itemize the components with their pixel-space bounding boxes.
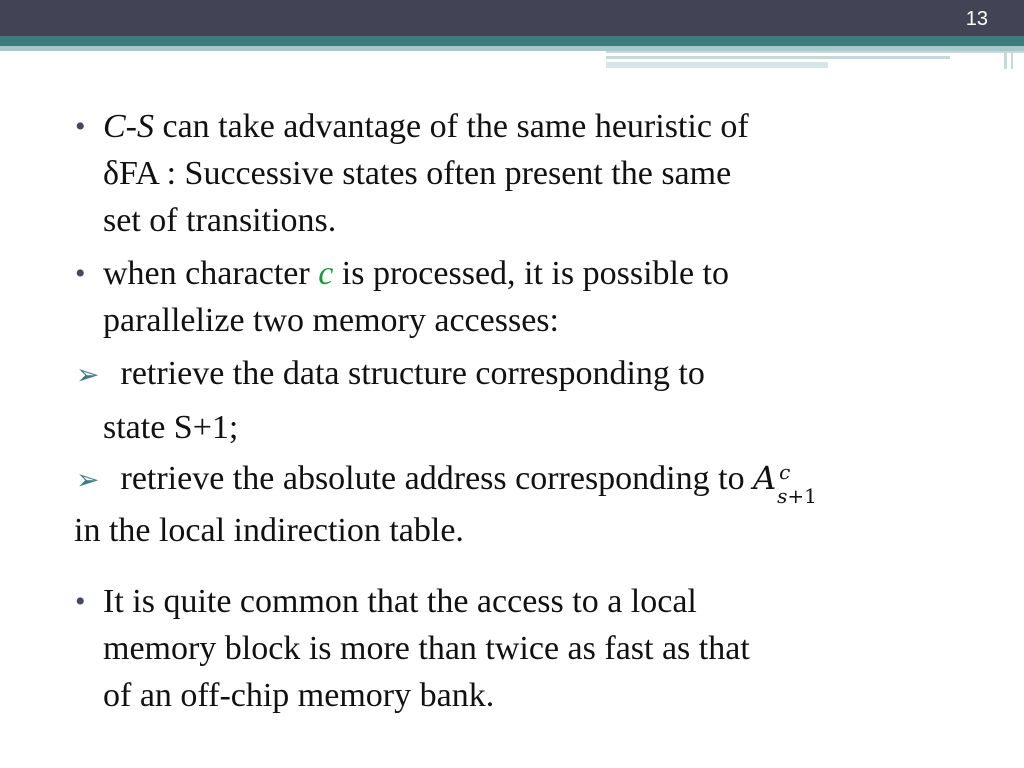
bullet-dot-icon: • [75,110,86,143]
math-base: A [753,459,777,497]
math-subscript-var: s [777,484,788,508]
arrow-bullet-icon: ➢ [76,358,100,391]
arrow-bullet-icon: ➢ [76,463,100,496]
bullet-dot-icon: • [75,257,86,290]
arrow-line [76,350,976,398]
arrow-line: state S+1; [103,409,239,446]
character-c: c [318,255,334,292]
math-superscript: c [779,460,791,484]
bullet-line [103,250,963,297]
bullet-item [75,250,963,344]
bullet-line: of an off-chip memory bank. [103,677,495,714]
bullet-dot-icon: • [75,585,86,618]
header-accent-line [1011,51,1013,69]
bullet-text: when character [103,255,319,292]
bullet-line: δFA : Successive states often present the same [103,155,732,192]
arrow-line [76,455,976,508]
bullet-item [75,103,963,244]
header-accent-line [606,51,1024,53]
math-subscript-rest: +1 [787,484,817,508]
math-subscript [777,473,817,520]
arrow-line: in the local indirection table. [74,512,464,549]
bullet-line: parallelize two memory accesses: [103,302,559,339]
bullet-line: It is quite common that the access to a local [103,583,697,620]
bullet-text: is processed, it is possible to [333,255,729,292]
cs-term: C-S [103,108,154,145]
arrow-text: retrieve the absolute address corresponding to [112,460,745,497]
bullet-line: memory block is more than twice as fast as that [103,630,750,667]
bullet-item [75,578,963,719]
bullet-line: set of transitions. [103,202,337,239]
arrow-text: retrieve the data structure corresponding to [112,355,705,392]
bullet-text: can take advantage of the same heuristic of [154,108,749,145]
arrow-item [76,455,976,554]
header-teal-band [0,36,1024,46]
page-number: 13 [965,8,988,30]
header-accent-line [1004,51,1007,69]
arrow-item [76,350,976,451]
header-accent-line [606,62,828,68]
bullet-line [103,103,963,150]
header-accent-line [606,56,950,59]
header-dark-band [0,0,1024,36]
math-symbol [753,455,843,508]
